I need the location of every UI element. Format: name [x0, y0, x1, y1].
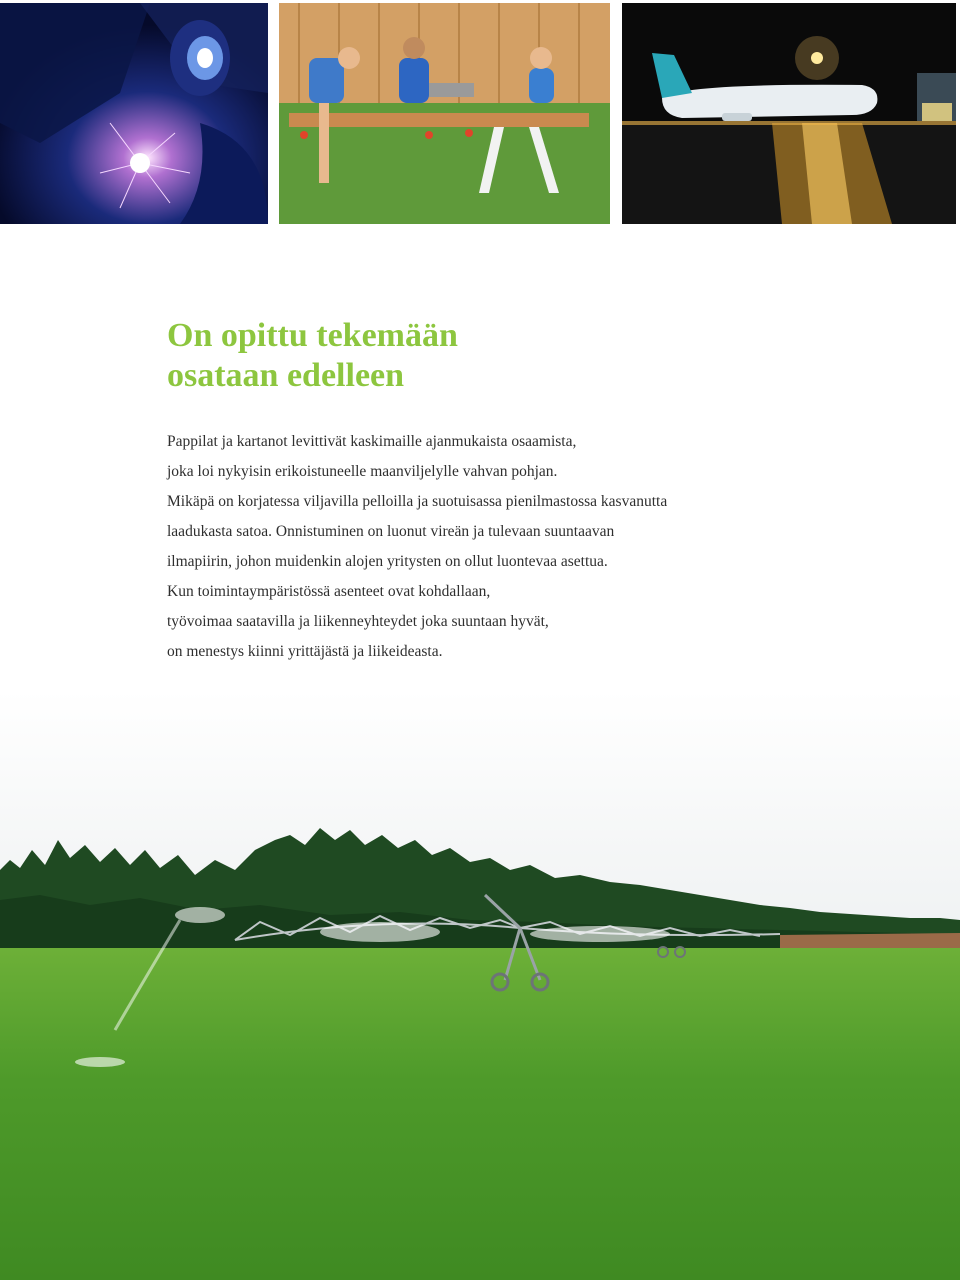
body-line: Kun toimintaympäristössä asenteet ovat kohdallaan,	[167, 583, 491, 600]
title-line-1: On opittu tekemään	[167, 317, 458, 354]
page-title	[167, 316, 458, 396]
irrigation-field-photo	[0, 690, 960, 1280]
children-reading-photo	[279, 3, 610, 224]
body-line: työvoimaa saatavilla ja liikenneyhteydet joka suuntaan hyvät,	[167, 613, 549, 630]
body-line: ilmapiirin, johon muidenkin alojen yritysten on ollut luontevaa asettua.	[167, 553, 608, 570]
body-line: Mikäpä on korjatessa viljavilla pelloilla ja suotuisassa pienilmastossa kasvanutta	[167, 493, 668, 510]
airport-night-photo	[622, 3, 956, 224]
body-line: laadukasta satoa. Onnistuminen on luonut vireän ja tulevaan suuntaavan	[167, 523, 615, 540]
welder-photo	[0, 3, 268, 224]
title-line-2: osataan edelleen	[167, 357, 405, 394]
body-line: Pappilat ja kartanot levittivät kaskimaille ajanmukaista osaamista,	[167, 433, 577, 450]
body-line: on menestys kiinni yrittäjästä ja liikeideasta.	[167, 643, 443, 660]
body-line: joka loi nykyisin erikoistuneelle maanviljelylle vahvan pohjan.	[167, 463, 558, 480]
body-paragraph	[167, 427, 687, 667]
